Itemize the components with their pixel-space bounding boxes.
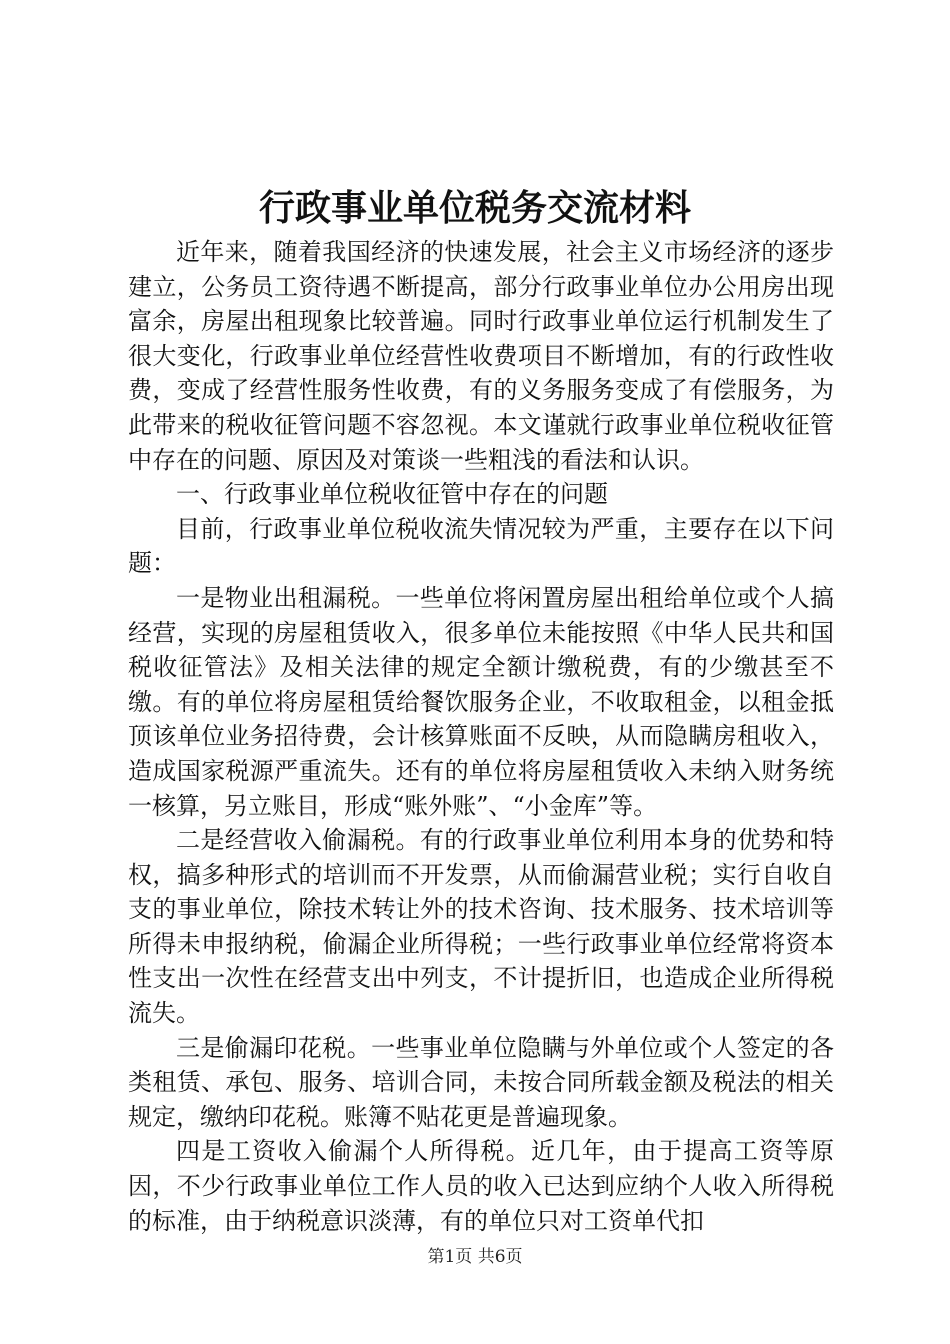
paragraph-overview: 目前，行政事业单位税收流失情况较为严重，主要存在以下问题： [128,514,834,578]
page-footer: 第1页 共6页 [427,1247,523,1267]
section-heading: 一、行政事业单位税收征管中存在的问题 [176,480,608,509]
document-body [128,235,834,1238]
paragraph-point-4: 四是工资收入偷漏个人所得税。近几年，由于提高工资等原因，不少行政事业单位工作人员的收入已达到应纳个人收入所得税的标准，由于纳税意识淡薄，有的单位只对工资单代扣 [128,1137,834,1235]
document-title: 行政事业单位税务交流材料 [258,187,691,229]
paragraph-point-3: 三是偷漏印花税。一些事业单位隐瞒与外单位或个人签定的各类租赁、承包、服务、培训合同，未按合同所载金额及税法的相关规定，缴纳印花税。账簿不贴花更是普遍现象。 [128,1033,834,1131]
paragraph-intro: 近年来，随着我国经济的快速发展，社会主义市场经济的逐步建立，公务员工资待遇不断提高，部分行政事业单位办公用房出现富余，房屋出租现象比较普遍。同时行政事业单位运行机制发生了很大变化，行政事业单位经营性收费项目不断增加，有的行政性收费，变成了经营性服务性收费，有的义务服务变成了有偿服务，为此带来的税收征管问题不容忽视。本文谨就行政事业单位税收征管中存在的问题、原因及对策谈一些粗浅的看法和认识。 [128,238,834,474]
paragraph-point-2: 二是经营收入偷漏税。有的行政事业单位利用本身的优势和特权，搞多种形式的培训而不开发票，从而偷漏营业税；实行自收自支的事业单位，除技术转让外的技术咨询、技术服务、技术培训等所得未申报纳税，偷漏企业所得税；一些行政事业单位经常将资本性支出一次性在经营支出中列支，不计提折旧，也造成企业所得税流失。 [128,826,834,1028]
paragraph-point-1: 一是物业出租漏税。一些单位将闲置房屋出租给单位或个人搞经营，实现的房屋租赁收入，很多单位未能按照《中华人民共和国税收征管法》及相关法律的规定全额计缴税费，有的少缴甚至不缴。有的单位将房屋租赁给餐饮服务企业，不收取租金，以租金抵顶该单位业务招待费，会计核算账面不反映，从而隐瞒房租收入，造成国家税源严重流失。还有的单位将房屋租赁收入未纳入财务统一核算，另立账目，形成“账外账”、“小金库”等。 [128,583,834,820]
